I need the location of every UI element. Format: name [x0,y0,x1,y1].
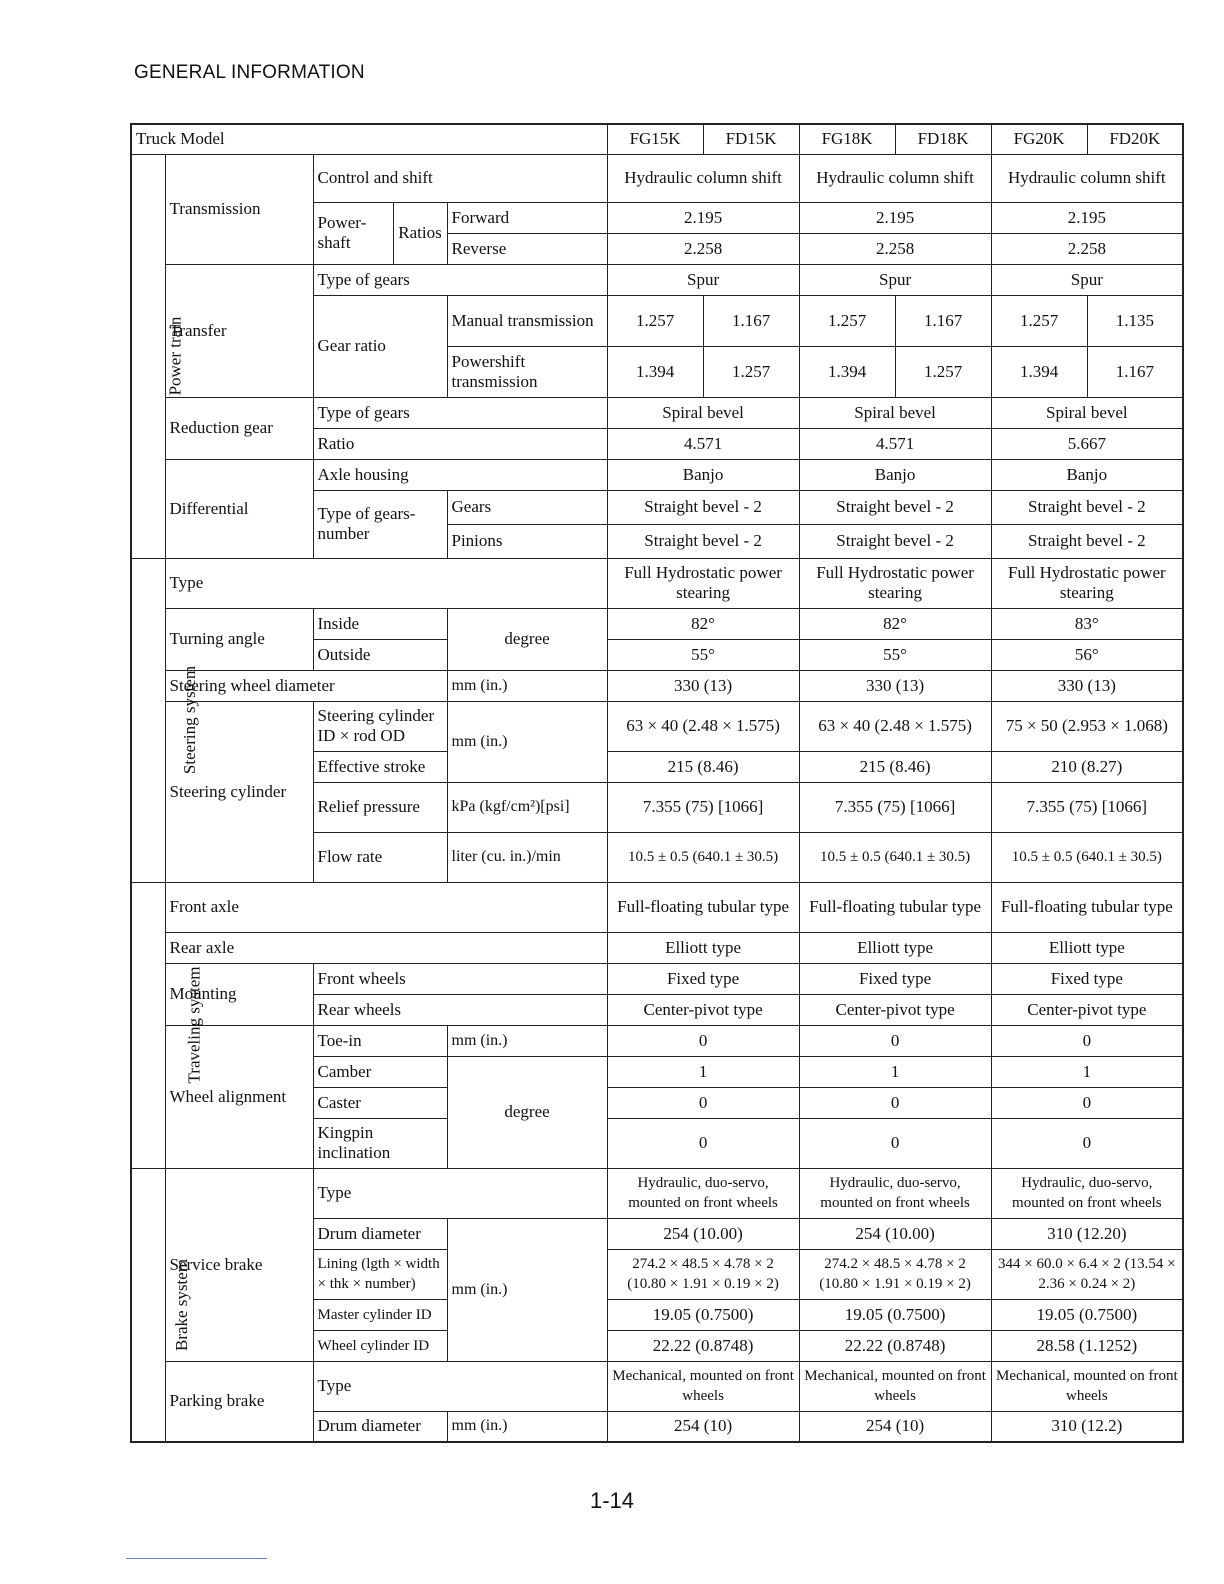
cell-value: Spur [991,264,1183,295]
table-row [131,459,1183,490]
cell-value: 1.257 [895,346,991,397]
parking-brake-label: Parking brake [165,1361,313,1442]
steering-wheel-diameter-label: Steering wheel diameter [165,670,447,701]
cell-value: 344 × 60.0 × 6.4 × 2 (13.54 × 2.36 × 0.24 × 2) [991,1249,1183,1299]
gear-ratio-label: Gear ratio [313,295,447,397]
model-fd18k: FD18K [895,124,991,154]
header-row [131,124,1183,154]
cell-value: 1 [991,1056,1183,1087]
cell-value: Straight bevel - 2 [799,524,991,558]
cylinder-id-label: Steering cylinder ID × rod OD [313,701,447,751]
table-row [131,264,1183,295]
mm-unit: mm (in.) [447,670,607,701]
cell-value: 4.571 [799,428,991,459]
wheel-alignment-label: Wheel alignment [165,1025,313,1168]
cell-value: Elliott type [607,932,799,963]
transfer-label: Transfer [165,264,313,397]
cell-value: Hydraulic, duo-servo, mounted on front wheels [799,1168,991,1218]
forward-label: Forward [447,202,607,233]
cell-value: 2.258 [607,233,799,264]
cell-value: Center-pivot type [991,994,1183,1025]
cell-value: Spur [799,264,991,295]
cell-value: 2.258 [799,233,991,264]
steering-cylinder-label: Steering cylinder [165,701,313,882]
cell-value: Hydraulic column shift [799,154,991,202]
cell-value: 2.195 [991,202,1183,233]
cell-value: 330 (13) [607,670,799,701]
table-row [131,558,1183,608]
reduction-ratio-label: Ratio [313,428,607,459]
relief-unit: kPa (kgf/cm²)[psi] [447,782,607,832]
cell-value: 0 [799,1087,991,1118]
cell-value: 0 [607,1087,799,1118]
cell-value: Straight bevel - 2 [991,524,1183,558]
gears-label: Gears [447,490,607,524]
cell-value: 2.195 [607,202,799,233]
table-row [131,670,1183,701]
mm-unit: mm (in.) [447,1411,607,1442]
cell-value: Mechanical, mounted on front wheels [799,1361,991,1411]
cell-value: 274.2 × 48.5 × 4.78 × 2 (10.80 × 1.91 × 0.19 × 2) [607,1249,799,1299]
control-shift-label: Control and shift [313,154,607,202]
camber-label: Camber [313,1056,447,1087]
cell-value: 1.167 [1087,346,1183,397]
cell-value: 55° [799,639,991,670]
cell-value: 1.394 [799,346,895,397]
cell-value: 1 [799,1056,991,1087]
cell-value: 83° [991,608,1183,639]
cell-value: 274.2 × 48.5 × 4.78 × 2 (10.80 × 1.91 × 0.19 × 2) [799,1249,991,1299]
mm-unit: mm (in.) [447,1025,607,1056]
model-fd15k: FD15K [703,124,799,154]
reverse-label: Reverse [447,233,607,264]
front-axle-label: Front axle [165,882,607,932]
cell-value: 7.355 (75) [1066] [607,782,799,832]
cell-value: 82° [799,608,991,639]
cell-value: 7.355 (75) [1066] [991,782,1183,832]
cell-value: 1.257 [607,295,703,346]
manual-transmission-label: Manual transmission [447,295,607,346]
table-row [131,882,1183,932]
table-row [131,932,1183,963]
type-of-gears-number-label: Type of gears-number [313,490,447,558]
brake-type-label: Type [313,1168,607,1218]
powershaft-label: Power-shaft [313,202,393,264]
reduction-type-label: Type of gears [313,397,607,428]
cell-value: 1.394 [607,346,703,397]
cell-value: 56° [991,639,1183,670]
table-row [131,963,1183,994]
cell-value: Hydraulic column shift [607,154,799,202]
rear-axle-label: Rear axle [165,932,607,963]
table-row [131,1025,1183,1056]
cell-value: Full Hydrostatic power stearing [607,558,799,608]
cell-value: Elliott type [991,932,1183,963]
master-cylinder-label: Master cylinder ID [313,1299,447,1330]
cell-value: Spiral bevel [607,397,799,428]
model-fd20k: FD20K [1087,124,1183,154]
cell-value: Full Hydrostatic power stearing [799,558,991,608]
mm-unit: mm (in.) [447,1218,607,1361]
bottom-rule [126,1558,267,1559]
drum-diameter-label: Drum diameter [313,1218,447,1249]
axle-housing-label: Axle housing [313,459,607,490]
cell-value: 22.22 (0.8748) [607,1330,799,1361]
cell-value: Hydraulic, duo-servo, mounted on front wheels [607,1168,799,1218]
wheel-cylinder-label: Wheel cylinder ID [313,1330,447,1361]
cell-value: 19.05 (0.7500) [799,1299,991,1330]
effective-stroke-label: Effective stroke [313,751,447,782]
table-row [131,1168,1183,1218]
cell-value: 330 (13) [799,670,991,701]
cell-value: 210 (8.27) [991,751,1183,782]
cell-value: 5.667 [991,428,1183,459]
cell-value: 0 [991,1087,1183,1118]
cell-value: 0 [799,1025,991,1056]
pinions-label: Pinions [447,524,607,558]
cell-value: Mechanical, mounted on front wheels [991,1361,1183,1411]
cell-value: 215 (8.46) [799,751,991,782]
group-steering-system: Steering system [131,558,165,882]
cell-value: 63 × 40 (2.48 × 1.575) [607,701,799,751]
kingpin-inclination-label: Kingpin inclination [313,1118,447,1168]
transfer-type-label: Type of gears [313,264,607,295]
cell-value: 4.571 [607,428,799,459]
cell-value: Spur [607,264,799,295]
specification-table [130,123,1184,1443]
cell-value: Full-floating tubular type [991,882,1183,932]
cell-value: Hydraulic column shift [991,154,1183,202]
outside-label: Outside [313,639,447,670]
group-traveling-system: Traveling system [131,882,165,1168]
cell-value: 2.195 [799,202,991,233]
steering-type-label: Type [165,558,607,608]
cell-value: 310 (12.2) [991,1411,1183,1442]
group-brake-system: Brake system [131,1168,165,1442]
cell-value: Fixed type [991,963,1183,994]
page-number: 1-14 [589,1488,635,1513]
cell-value: Straight bevel - 2 [607,490,799,524]
cell-value: Spiral bevel [991,397,1183,428]
model-fg18k: FG18K [799,124,895,154]
cell-value: Straight bevel - 2 [799,490,991,524]
cell-value: Straight bevel - 2 [607,524,799,558]
cell-value: 254 (10.00) [799,1218,991,1249]
cell-value: 19.05 (0.7500) [607,1299,799,1330]
flow-rate-label: Flow rate [313,832,447,882]
service-brake-label: Service brake [165,1168,313,1361]
cell-value: 82° [607,608,799,639]
cell-value: 215 (8.46) [607,751,799,782]
cell-value: 1 [607,1056,799,1087]
model-fg15k: FG15K [607,124,703,154]
front-wheels-label: Front wheels [313,963,607,994]
cell-value: 75 × 50 (2.953 × 1.068) [991,701,1183,751]
cell-value: 1.135 [1087,295,1183,346]
cell-value: Elliott type [799,932,991,963]
cell-value: Spiral bevel [799,397,991,428]
flow-unit: liter (cu. in.)/min [447,832,607,882]
degree-unit: degree [447,1056,607,1168]
cell-value: Banjo [607,459,799,490]
cell-value: 10.5 ± 0.5 (640.1 ± 30.5) [991,832,1183,882]
cell-value: 1.167 [703,295,799,346]
cell-value: Banjo [991,459,1183,490]
cell-value: Fixed type [607,963,799,994]
cell-value: 1.394 [991,346,1087,397]
table-row [131,154,1183,202]
cell-value: Hydraulic, duo-servo, mounted on front wheels [991,1168,1183,1218]
cell-value: Full-floating tubular type [799,882,991,932]
cell-value: Center-pivot type [799,994,991,1025]
model-fg20k: FG20K [991,124,1087,154]
cell-value: 1.257 [799,295,895,346]
cell-value: 254 (10.00) [607,1218,799,1249]
cell-value: Center-pivot type [607,994,799,1025]
cell-value: 28.58 (1.1252) [991,1330,1183,1361]
cell-value: 0 [607,1025,799,1056]
lining-label: Lining (lgth × width × thk × number) [313,1249,447,1299]
cell-value: 1.257 [991,295,1087,346]
powershift-transmission-label: Powershift transmission [447,346,607,397]
group-power-train: Power train [131,154,165,558]
cell-value: 55° [607,639,799,670]
caster-label: Caster [313,1087,447,1118]
parking-drum-diameter-label: Drum diameter [313,1411,447,1442]
cell-value: 1.257 [703,346,799,397]
parking-type-label: Type [313,1361,607,1411]
cell-value: Fixed type [799,963,991,994]
relief-pressure-label: Relief pressure [313,782,447,832]
cell-value: 2.258 [991,233,1183,264]
cell-value: 330 (13) [991,670,1183,701]
toe-in-label: Toe-in [313,1025,447,1056]
cell-value: 22.22 (0.8748) [799,1330,991,1361]
table-row [131,397,1183,428]
cell-value: 0 [799,1118,991,1168]
cell-value: Full-floating tubular type [607,882,799,932]
degree-unit: degree [447,608,607,670]
cell-value: 254 (10) [799,1411,991,1442]
cell-value: 10.5 ± 0.5 (640.1 ± 30.5) [799,832,991,882]
cell-value: 7.355 (75) [1066] [799,782,991,832]
turning-angle-label: Turning angle [165,608,313,670]
table-row [131,701,1183,751]
table-row [131,608,1183,639]
transmission-label: Transmission [165,154,313,264]
differential-label: Differential [165,459,313,558]
rear-wheels-label: Rear wheels [313,994,607,1025]
cell-value: 19.05 (0.7500) [991,1299,1183,1330]
cell-value: Mechanical, mounted on front wheels [607,1361,799,1411]
cell-value: 10.5 ± 0.5 (640.1 ± 30.5) [607,832,799,882]
ratios-label: Ratios [393,202,447,264]
cell-value: Banjo [799,459,991,490]
page-title: GENERAL INFORMATION [134,62,365,83]
cell-value: 254 (10) [607,1411,799,1442]
cell-value: 310 (12.20) [991,1218,1183,1249]
cell-value: 1.167 [895,295,991,346]
cell-value: 0 [991,1118,1183,1168]
cell-value: Straight bevel - 2 [991,490,1183,524]
mounting-label: Mounting [165,963,313,1025]
reduction-gear-label: Reduction gear [165,397,313,459]
cell-value: 0 [991,1025,1183,1056]
truck-model-label: Truck Model [131,124,607,154]
cell-value: Full Hydrostatic power stearing [991,558,1183,608]
cell-value: 0 [607,1118,799,1168]
mm-unit: mm (in.) [447,701,607,782]
cell-value: 63 × 40 (2.48 × 1.575) [799,701,991,751]
inside-label: Inside [313,608,447,639]
table-row [131,1361,1183,1411]
